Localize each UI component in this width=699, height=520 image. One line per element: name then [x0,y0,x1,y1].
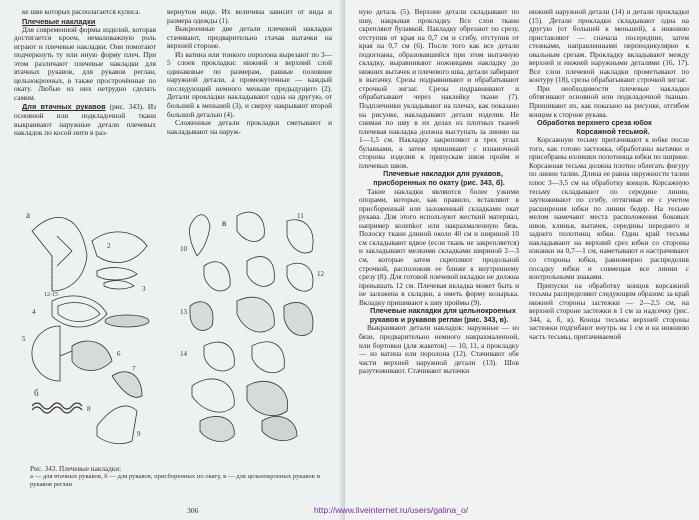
paragraph: Выкраивают детали накладок: наружные — из бязи, предварительно немного накрахмаленной, или бортовки (для жакетов) — 10, 11, а прокладку — из ватина или поролона (12). Стачивают обе части верхней наружной детали (13). Шов разутюживают. Стачивают вытачки [359,323,519,376]
paragraph [14,102,156,137]
svg-text:4: 4 [32,308,36,316]
subsection-heading: Корсажной тесьмой. [576,126,650,136]
svg-text:8: 8 [87,405,91,413]
svg-text:5: 5 [22,335,26,343]
fig-label-v: в [222,218,227,228]
figure-caption [30,466,320,488]
svg-text:13: 13 [180,308,187,316]
paragraph: нижней наружной детали (14) и детали прокладки (15). Детали прокладки складывают одна на другую (от большей к меньшей), а нижнюю приставляют — сначала посередине, затем стежками, направленными перпендикулярно к овальным срезам. Прокладку вкладывают между верхней и нижней наружными деталями (16, 17). Все слои плечевой накладки прометывают по контуру (18), срезы обрабатывают строчкой зигзаг. [529,7,689,85]
page-number: 306 [187,506,199,515]
watermark-url: http://www.liveinternet.ru/users/galina_o/ [313,505,469,515]
svg-text:12: 12 [317,270,324,278]
paragraph: При необходимости плечевые накладки обтягивают основной или подкладочной тканью. Пришивают их, как показано на рисунке, отгибом концом к стороне рукава. [529,83,689,119]
right-column-1 [359,8,519,376]
paragraph: вернутом виде. Их величина зависит от вида и размера одежды (1). [167,7,332,25]
section-heading: Плечевые накладки [22,16,96,26]
paragraph: Такие накладки являются более узкими опорами, которые, как правило, вставляют в присборенный или заложенный складками окат рукава. Для этого используют жесткий материал, например колenkor или накрахмаленную бязь. Полоску ткани длиной около 40 см и шириной 10 см складывают вдвое (если ткань не закрепляется) и закладывают мелкими складками шириной 2—3 см, которые затем скрепляют продольной строчкой, расположив ее ближе к внутреннему срезу (8). Для готовой плечевой вкладки не должна превышать 12 см. Плечевая вкладка может быть и не заложена в складки, а иметь форму козырька. Вкладку пришивают к шву проймы (9). [359,186,519,307]
subsection-heading: Плечевые накладки для рукавов, присборенных по окату (рис. 343, б). [373,169,505,187]
paragraph: Из ватина или тонкого поролона вырезают по 3—5 слоев прокладки: нижний и верхний слой одинаковые по размерам, равные половине наружной детали, а промежуточные — каждый последующий немного меньше предыдущего (2). Детали прокладки накладывают одна на другую, от большей к меньшей (3), и сверху накрывают второй большой деталью (4). [167,49,332,119]
inline-heading: Для втачных рукавов [22,102,106,112]
left-column-1 [14,8,156,138]
paragraph: Припуски на обработку концов корсажной тесьмы распределяют следующим образом: за край нижней стороны застежки — 2—2,5 см, на верхней стороне застежки в 1 см за надсечку (рис. 344, а, б, в). Концы тесьмы верхней стороны застежки подгибают внутрь на 1 см и на нижнюю часть тесьмы, притачиваемой [529,280,689,341]
paragraph: Для современной формы изделий, которая достигается кроем, немаловажную роль играют и плечевые накладки. Они помогают подчеркнуть ту или иную форму плеч. При этом различают плечевые накладки для втачных рукавов, для рукавов реглан, цельнокроеных, в также прострочённые по окату. Любые из них нетрудно сделать самим. [14,24,156,102]
right-page [345,0,699,520]
left-page [0,0,345,520]
section-heading: Обработка верхнего среза юбок [537,118,652,128]
paragraph: Корсажную тесьму притачивают к юбке после того, как готово застежка, обработаны вытачки и присобраны излишки полотнища юбки по ширине. Корсажная тесьма должна плотно облегать фигуру по линии талии. Длина ее равна окружности талии плюс 3—3,5 см на обработку концов. Корсажную тесьму складывают по середине линии, заутюживают по сгибу, оттягивая ее с учетом расширения юбки по линии бедер. На тесьме мелом намечают места расположения боковых швов, клинья, вытачек, середины переднего и заднего полотнищ юбки. Один край тесьмы накладывают на верхний срез юбки со стороны изнанки на 0,7—1 см, наметывают и настрачивают со стороны юбки, равномерно распределив посадку юбки и совмещая все линии с контрольными знаками. [529,135,689,282]
svg-text:9: 9 [137,430,141,438]
pattern-outline-1 [32,217,87,291]
svg-text:7: 7 [132,365,136,373]
paragraph-text: (рис. 343). Из основной или подкладочной ткани выкраивают наружные детали плечевых накладок по косой нити в раз- [14,102,156,138]
svg-text:6: 6 [117,350,121,358]
paragraph: Сложенные детали прокладки сметывают и накладывают на наруж- [167,118,332,136]
caption-text: а — для втачных рукавов, б — для рукавов, присборенных по окату, в — для цельнокроеных рукавов и рукавов реглан [30,473,320,488]
caption-title: Рис. 343. Плечевые накладки: [30,465,122,473]
paragraph: ке шве которых располагается кулиса. [22,7,141,16]
svg-text:2: 2 [107,242,111,250]
subsection-heading: Плечевые накладки для цельнокроеных рукавов и рукавов реглан (рис. 343, в). [369,306,516,324]
fig-label-a: а [26,210,30,220]
svg-text:12-15: 12-15 [44,292,58,298]
fig-label-b: б [34,388,39,398]
svg-text:14: 14 [180,350,187,358]
right-column-2 [529,8,689,341]
figure-343-shoulder-pads [12,196,332,464]
paragraph: Выкроенные две детали плечевой накладки стачивают, предварительно стачав вытачки на верхней стороне. [167,24,332,51]
svg-text:3: 3 [142,285,146,293]
svg-text:10: 10 [180,245,187,253]
paragraph: ную деталь (5). Верхние детали складывают по шву, накрывая прокладку. Все слои ткани скрепляют булавкой. Накладку обрезают по срезу, отступив от края на 0,7 см и сгибу, отступив от края на 0,7 см (6). После того как все детали подогнаны, образовавшийся при этом вытачную складку, выравнивают ножницами накладку до нижних вытачек и плечевого шва, детали забирают в вытачку. Срезы подравнивают и обрабатывают строчкой зигзаг. Срезы подравнивают и обрабатывают через наклейку ткани (7). Подплечники укладывают на плечах, как показано на рисунке, накладывают детали изделия. Не снимая по шву в их делах из плотных тканей плечевая накладка должна выступать за линию на 1—1,5 см. Накладку закрепляют в трех углах булавками, а затем пришивают с изнаночной стороны изделия к припускам швов пройм и плечевых швов. [359,7,519,170]
svg-text:11: 11 [297,212,304,220]
left-column-2 [167,8,332,136]
